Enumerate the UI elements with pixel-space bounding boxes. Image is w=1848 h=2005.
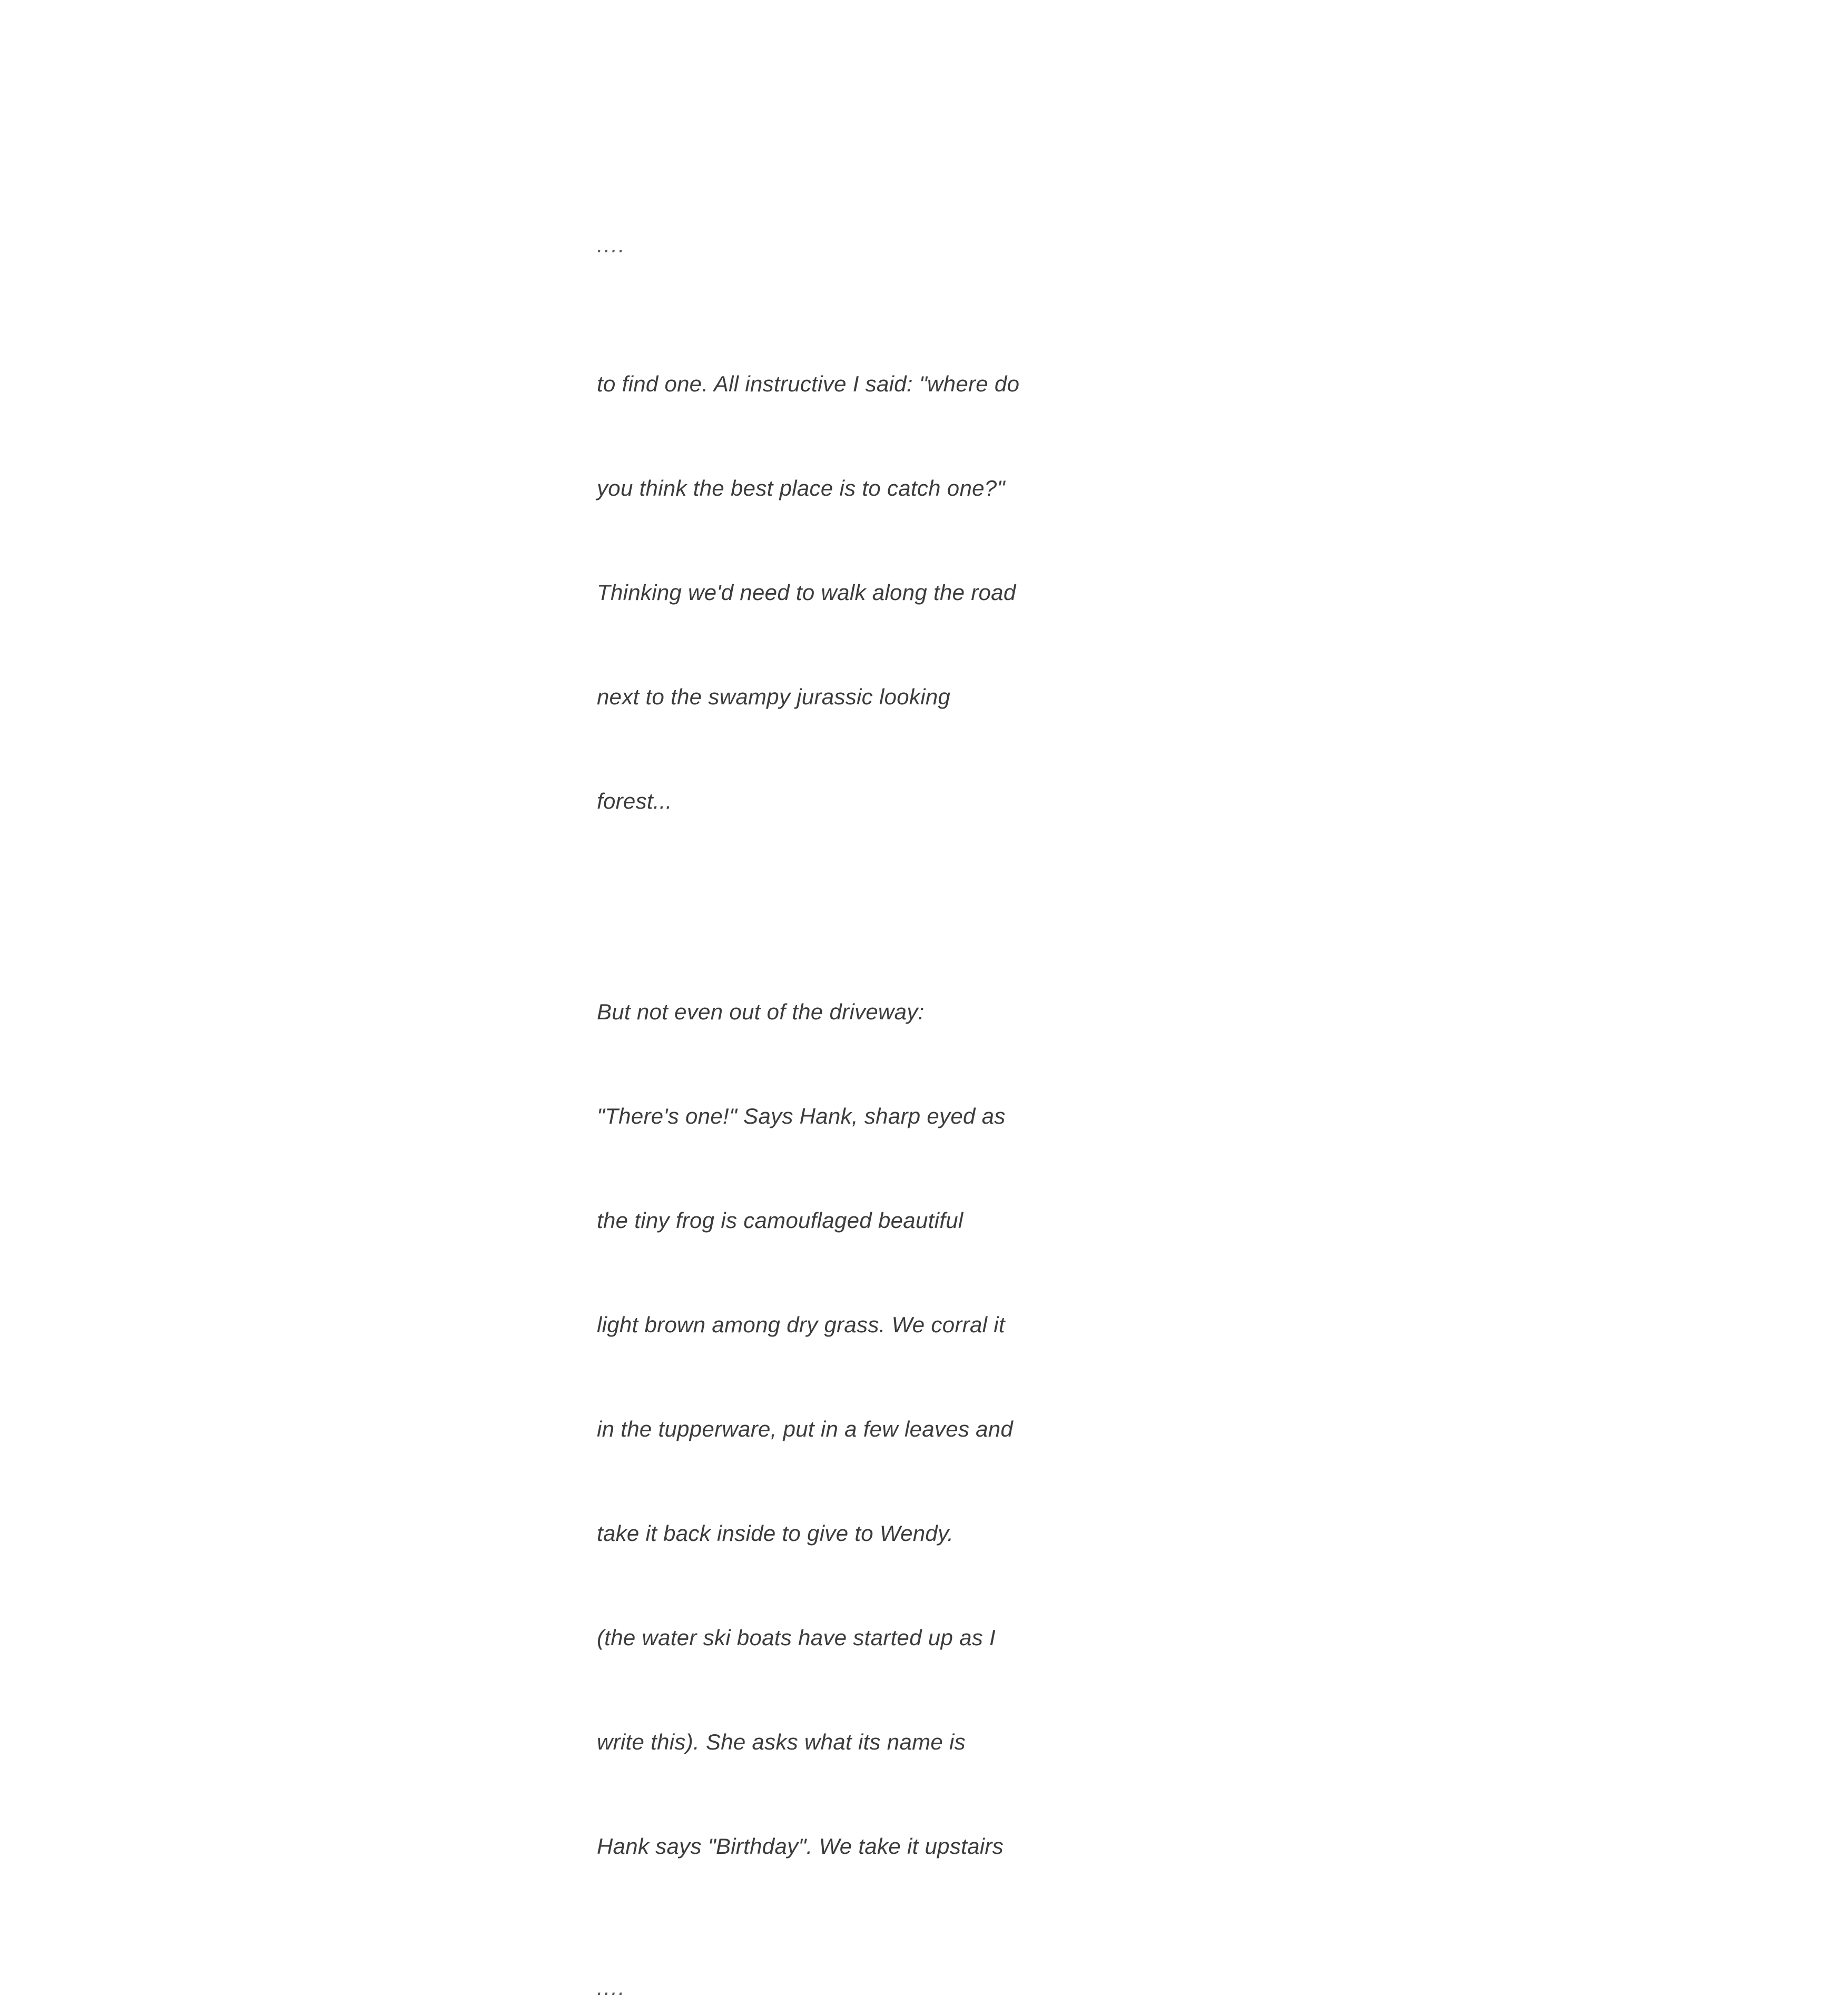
paragraph-1 [597, 297, 1176, 888]
text-column [597, 228, 1176, 2005]
spacer-between-paragraphs [597, 888, 1176, 925]
paragraph-1-line-1: to find one. All instructive I said: "where do [597, 371, 1020, 396]
top-ellipsis-marker: .... [597, 232, 626, 257]
paragraph-1-line-5: forest... [597, 789, 672, 813]
paragraph-2-line-3: the tiny frog is camouflaged beautiful [597, 1208, 964, 1233]
bottom-ellipsis-marker: .... [597, 1975, 626, 2000]
paragraph-2-line-4: light brown among dry grass. We corral it [597, 1312, 1005, 1337]
paragraph-2-line-5: in the tupperware, put in a few leaves and [597, 1417, 1014, 1441]
paragraph-2-line-9: Hank says "Birthday". We take it upstairs [597, 1834, 1004, 1859]
paragraph-2-line-2: "There's one!" Says Hank, sharp eyed as [597, 1104, 1006, 1128]
paragraph-1-line-2: you think the best place is to catch one?" [597, 476, 1005, 500]
paragraph-1-line-3: Thinking we'd need to walk along the road [597, 580, 1016, 605]
paragraph-1-line-4: next to the swampy jurassic looking [597, 684, 951, 709]
paragraph-2-line-8: write this). She asks what its name is [597, 1729, 966, 1754]
paragraph-2-line-7: (the water ski boats have started up as I [597, 1625, 996, 1650]
spacer-bottom [597, 1933, 1176, 1970]
paragraph-2 [597, 925, 1176, 1933]
paragraph-2-line-1: But not even out of the driveway: [597, 999, 925, 1024]
spacer-top [597, 262, 1176, 297]
paragraph-2-line-6: take it back inside to give to Wendy. [597, 1521, 954, 1546]
